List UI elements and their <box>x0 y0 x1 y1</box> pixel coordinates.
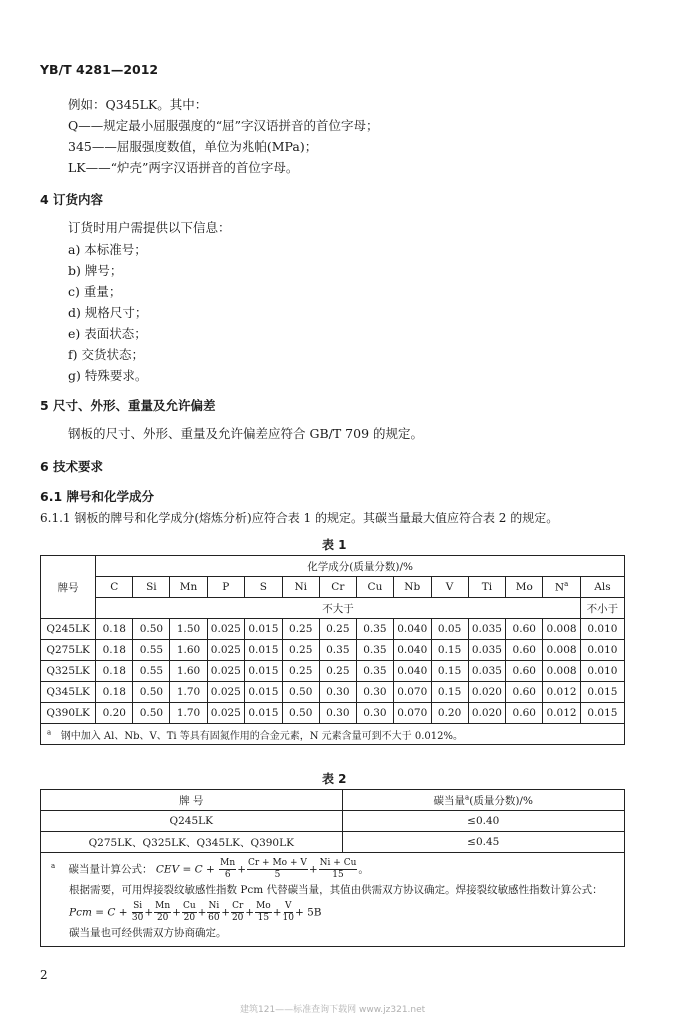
composition-value-cell: 0.25 <box>282 661 319 682</box>
cev-column-header <box>342 790 625 811</box>
section-4-lead: 订货时用户需提供以下信息： <box>68 220 231 235</box>
element-header: Cr <box>319 577 356 598</box>
composition-value-cell: 0.25 <box>282 619 319 640</box>
element-header: Als <box>580 577 624 598</box>
composition-value-cell: 0.035 <box>468 661 506 682</box>
section-6-title: 6 技术要求 <box>40 459 104 474</box>
composition-value-cell: 0.30 <box>319 682 356 703</box>
formula-fraction <box>283 901 294 924</box>
fraction-denominator: 10 <box>282 913 294 923</box>
cev-value-cell: ≤0.45 <box>342 832 625 853</box>
composition-value-cell: 0.025 <box>207 703 245 724</box>
plus-sign: + <box>144 906 154 919</box>
composition-value-cell: 0.040 <box>393 619 431 640</box>
composition-value-cell: 0.25 <box>319 619 356 640</box>
composition-value-cell: 0.015 <box>580 703 624 724</box>
composition-value-cell: 0.008 <box>543 619 581 640</box>
element-header: Si <box>133 577 170 598</box>
fraction-numerator: Mo <box>256 901 271 911</box>
table-1-footnote <box>41 724 625 745</box>
composition-value-cell: 0.60 <box>506 619 543 640</box>
composition-value-cell: 0.015 <box>580 682 624 703</box>
section-4-title: 4 订货内容 <box>40 192 104 207</box>
composition-value-cell: 0.015 <box>245 661 283 682</box>
pcm-formula-lhs: Pcm = C + <box>69 906 128 919</box>
table-2-caption: 表 2 <box>322 772 347 786</box>
composition-value-cell: 0.070 <box>393 682 431 703</box>
fraction-denominator: 20 <box>156 913 169 923</box>
grade-cell: Q245LK <box>41 619 96 640</box>
fraction-denominator: 15 <box>332 870 344 880</box>
element-header: Ti <box>468 577 506 598</box>
composition-value-cell: 0.020 <box>468 682 506 703</box>
composition-value-cell: 0.012 <box>543 703 581 724</box>
grade-cell: Q245LK <box>41 811 343 832</box>
table-row <box>41 832 625 853</box>
composition-value-cell: 0.25 <box>319 661 356 682</box>
section-5-text: 钢板的尺寸、外形、重量及允许偏差应符合 GB/T 709 的规定。 <box>68 426 423 441</box>
order-item: a) 本标准号； <box>68 242 147 257</box>
section-5-title: 5 尺寸、外形、重量及允许偏差 <box>40 398 216 413</box>
element-header: Ni <box>282 577 319 598</box>
composition-value-cell: 0.025 <box>207 682 245 703</box>
element-header: Nb <box>393 577 431 598</box>
composition-value-cell: 0.20 <box>96 703 133 724</box>
composition-value-cell: 0.020 <box>468 703 506 724</box>
composition-value-cell: 0.25 <box>282 640 319 661</box>
cev-formula-lhs: CEV = C + <box>155 863 215 876</box>
element-header-row <box>41 577 625 598</box>
composition-value-cell: 1.50 <box>170 619 207 640</box>
fraction-denominator: 5 <box>274 870 281 880</box>
max-limit-label: 不大于 <box>96 598 581 619</box>
element-header: Mn <box>170 577 207 598</box>
composition-value-cell: 0.035 <box>468 640 506 661</box>
formula-fraction <box>154 901 171 924</box>
plus-sign: + <box>245 906 255 919</box>
fraction-denominator: 15 <box>257 913 270 923</box>
table-1-caption: 表 1 <box>322 538 347 552</box>
formula-end: 。 <box>358 863 369 876</box>
composition-value-cell: 0.35 <box>356 640 393 661</box>
composition-value-cell: 0.60 <box>506 661 543 682</box>
composition-value-cell: 0.50 <box>133 619 170 640</box>
table-row <box>41 811 625 832</box>
section-6-1-title: 6.1 牌号和化学成分 <box>40 489 154 504</box>
fraction-numerator: Cu <box>182 901 196 911</box>
footnote-text: 钢中加入 Al、Nb、V、Ti 等具有固氮作用的合金元素，N 元素含量可到不大于 0.012%。 <box>60 730 463 742</box>
element-header-n <box>543 577 581 598</box>
pcm-formula-tail: + 5B <box>294 906 322 919</box>
composition-value-cell: 0.070 <box>393 703 431 724</box>
composition-value-cell: 1.60 <box>170 640 207 661</box>
composition-value-cell: 0.18 <box>96 619 133 640</box>
element-header: P <box>207 577 245 598</box>
composition-value-cell: 0.040 <box>393 640 431 661</box>
formula-fraction <box>231 901 244 924</box>
formula-fraction <box>219 858 236 881</box>
footnote-marker: a <box>564 580 569 589</box>
cev-formula-lead: 碳当量计算公式： <box>68 863 153 876</box>
order-item: e) 表面状态； <box>68 326 147 341</box>
formula-fraction <box>132 901 143 924</box>
element-header: S <box>245 577 283 598</box>
composition-value-cell: 0.15 <box>431 682 468 703</box>
composition-value-cell: 0.30 <box>356 703 393 724</box>
cev-header-text: 碳当量 <box>433 794 466 807</box>
table-row <box>41 661 625 682</box>
table-row <box>41 703 625 724</box>
grade-header: 牌号 <box>41 556 96 619</box>
footnote-marker: a <box>51 862 56 870</box>
formula-fraction <box>255 901 272 924</box>
table-1-body <box>41 619 625 724</box>
element-header: C <box>96 577 133 598</box>
grade-cell: Q325LK <box>41 661 96 682</box>
cev-final-note: 碳当量也可经供需双方协商确定。 <box>69 927 227 939</box>
pcm-formula-line <box>51 901 616 924</box>
composition-value-cell: 0.008 <box>543 640 581 661</box>
formula-fraction <box>247 858 308 881</box>
composition-value-cell: 0.60 <box>506 640 543 661</box>
code-explanation-q: Q——规定最小屈服强度的“屈”字汉语拼音的首位字母； <box>68 118 379 133</box>
composition-value-cell: 0.015 <box>245 619 283 640</box>
composition-group-header: 化学成分(质量分数)/% <box>96 556 625 577</box>
grade-cell: Q275LK <box>41 640 96 661</box>
composition-value-cell: 0.008 <box>543 661 581 682</box>
order-item: d) 规格尺寸； <box>68 305 148 320</box>
element-header: Cu <box>356 577 393 598</box>
fraction-numerator: Mn <box>220 858 236 868</box>
fraction-numerator: V <box>285 901 292 911</box>
composition-value-cell: 0.35 <box>356 661 393 682</box>
composition-value-cell: 1.70 <box>170 703 207 724</box>
fraction-denominator: 20 <box>183 913 196 923</box>
grade-cell: Q275LK、Q325LK、Q345LK、Q390LK <box>41 832 343 853</box>
fraction-denominator: 60 <box>208 913 220 923</box>
example-line: 例如：Q345LK。其中： <box>68 97 208 112</box>
standard-code-header: YB/T 4281—2012 <box>40 62 159 77</box>
composition-value-cell: 0.35 <box>356 619 393 640</box>
composition-value-cell: 1.70 <box>170 682 207 703</box>
composition-value-cell: 0.015 <box>245 682 283 703</box>
plus-sign: + <box>197 906 207 919</box>
composition-value-cell: 0.15 <box>431 661 468 682</box>
min-limit-label: 不小于 <box>580 598 624 619</box>
composition-value-cell: 1.60 <box>170 661 207 682</box>
fraction-denominator: 30 <box>131 913 144 923</box>
composition-value-cell: 0.010 <box>580 640 624 661</box>
plus-sign: + <box>172 906 181 919</box>
fraction-denominator: 20 <box>231 913 244 923</box>
table-row <box>41 640 625 661</box>
element-header: Mo <box>506 577 543 598</box>
composition-value-cell: 0.15 <box>431 640 468 661</box>
element-n-label: N <box>554 581 565 594</box>
table-2-footnote <box>41 853 625 947</box>
composition-value-cell: 0.50 <box>282 682 319 703</box>
grade-cell: Q345LK <box>41 682 96 703</box>
plus-sign: + <box>221 906 231 919</box>
code-explanation-lk: LK——“炉壳”两字汉语拼音的首位字母。 <box>68 160 299 175</box>
composition-value-cell: 0.55 <box>133 640 170 661</box>
formula-fraction <box>319 858 358 881</box>
composition-value-cell: 0.040 <box>393 661 431 682</box>
fraction-numerator: Cr + Mo + V <box>248 858 307 868</box>
composition-value-cell: 0.35 <box>319 640 356 661</box>
section-6-1-1-text: 6.1.1 钢板的牌号和化学成分(熔炼分析)应符合表 1 的规定。其碳当量最大值应符合表 2 的规定。 <box>40 511 559 525</box>
composition-value-cell: 0.50 <box>133 682 170 703</box>
composition-value-cell: 0.035 <box>468 619 506 640</box>
grade-cell: Q390LK <box>41 703 96 724</box>
footnote-marker: a <box>47 728 52 737</box>
composition-value-cell: 0.55 <box>133 661 170 682</box>
composition-value-cell: 0.50 <box>282 703 319 724</box>
fraction-numerator: Mn <box>155 901 171 911</box>
composition-value-cell: 0.025 <box>207 619 245 640</box>
carbon-equivalent-table <box>40 789 625 947</box>
composition-value-cell: 0.010 <box>580 619 624 640</box>
composition-value-cell: 0.60 <box>506 703 543 724</box>
composition-value-cell: 0.18 <box>96 661 133 682</box>
order-item: c) 重量； <box>68 284 122 299</box>
fraction-numerator: Ni <box>208 901 220 911</box>
composition-value-cell: 0.50 <box>133 703 170 724</box>
composition-value-cell: 0.025 <box>207 640 245 661</box>
pcm-description: 根据需要，可用焊接裂纹敏感性指数 Pcm 代替碳当量，其值由供需双方协议确定。焊接裂纹敏感性指数计算公式： <box>69 884 603 896</box>
fraction-numerator: Ni + Cu <box>319 858 357 868</box>
composition-value-cell: 0.025 <box>207 661 245 682</box>
composition-value-cell: 0.015 <box>245 640 283 661</box>
composition-value-cell: 0.015 <box>245 703 283 724</box>
plus-sign: + <box>272 906 282 919</box>
table-row <box>41 619 625 640</box>
chemical-composition-table <box>40 555 625 745</box>
watermark: 建筑121——标准查询下载网 www.jz321.net <box>240 1005 426 1015</box>
composition-value-cell: 0.30 <box>356 682 393 703</box>
composition-value-cell: 0.18 <box>96 682 133 703</box>
order-item: g) 特殊要求。 <box>68 368 148 383</box>
cev-header-unit: (质量分数)/% <box>469 794 533 807</box>
page-number: 2 <box>40 968 48 982</box>
composition-value-cell: 0.30 <box>319 703 356 724</box>
grade-column-header: 牌 号 <box>41 790 343 811</box>
composition-value-cell: 0.60 <box>506 682 543 703</box>
code-explanation-345: 345——屈服强度数值，单位为兆帕(MPa)； <box>68 139 318 154</box>
cev-value-cell: ≤0.40 <box>342 811 625 832</box>
fraction-numerator: Si <box>133 901 143 911</box>
table-row <box>41 682 625 703</box>
order-item: f) 交货状态； <box>68 347 144 362</box>
order-item: b) 牌号； <box>68 263 123 278</box>
fraction-numerator: Cr <box>232 901 244 911</box>
composition-value-cell: 0.20 <box>431 703 468 724</box>
formula-fraction <box>207 901 220 924</box>
fraction-denominator: 6 <box>224 870 231 880</box>
composition-value-cell: 0.012 <box>543 682 581 703</box>
element-header: V <box>431 577 468 598</box>
composition-value-cell: 0.18 <box>96 640 133 661</box>
composition-value-cell: 0.05 <box>431 619 468 640</box>
cev-formula-line: $^a$ 碳当量计算公式： CEV = C + $\frac{Mn}{6}$ + $\frac{Cr + Mo + V}{5}$ + $\frac{Ni + Cu}{15}$ 。 <box>51 858 369 880</box>
formula-fraction <box>182 901 197 924</box>
composition-value-cell: 0.010 <box>580 661 624 682</box>
footnote-marker: a <box>465 793 470 801</box>
